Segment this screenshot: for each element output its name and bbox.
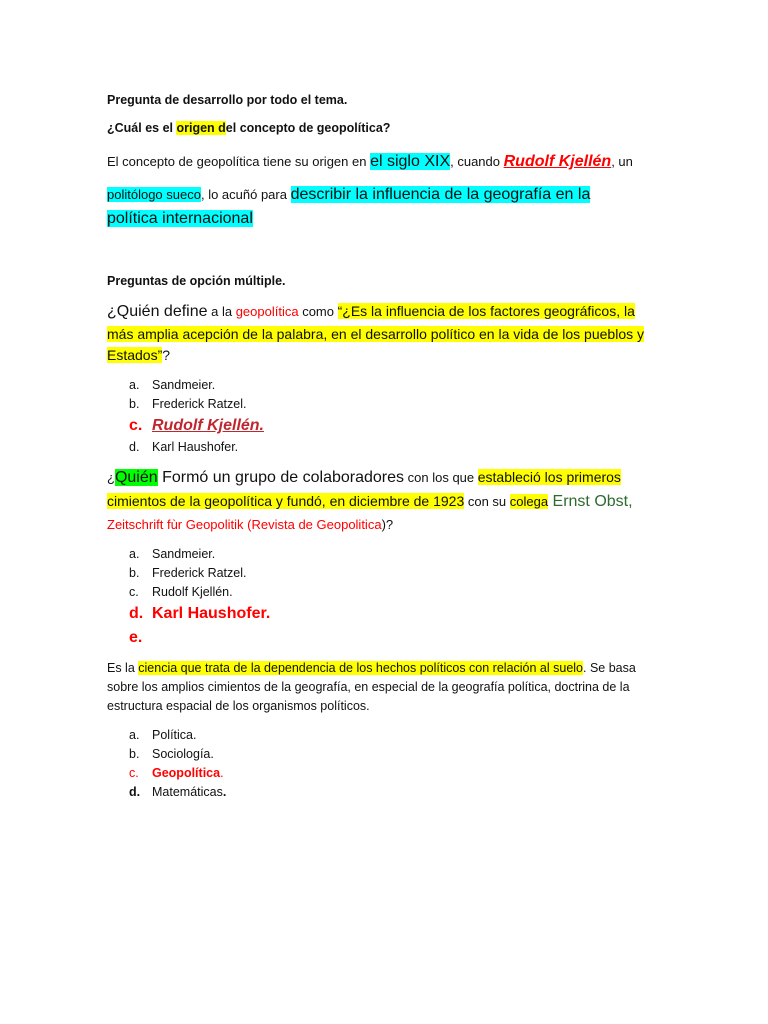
a1-politologo: politólogo sueco — [107, 187, 201, 202]
q3-zeitschrift: Zeitschrift fùr Geopolitik (Revista de Geopolitica — [107, 517, 382, 532]
section-title-multiple-choice: Preguntas de opción múltiple. — [107, 274, 286, 288]
option-marker: d. — [129, 785, 141, 799]
a1-siglo: el siglo XIX — [370, 153, 451, 170]
option-text: . — [220, 766, 224, 780]
q2-option-c-correct — [107, 414, 264, 438]
answer-1-line-1 — [107, 153, 633, 171]
answer-1-line-2 — [107, 186, 590, 204]
q2-option-b — [107, 395, 264, 414]
option-text: Frederick Ratzel. — [152, 397, 247, 411]
a1-describir: describir la influencia de la geografía en la — [290, 186, 591, 203]
q2-geopolitica: geopolítica — [235, 304, 299, 319]
a1-text: El concepto de geopolítica tiene su origen en — [107, 154, 371, 169]
option-marker: c. — [129, 417, 143, 434]
q3-colega: colega — [509, 494, 549, 509]
option-text: Sociología. — [152, 747, 214, 761]
option-text: Karl Haushofer. — [152, 440, 239, 454]
option-marker: c. — [129, 585, 139, 599]
a1-name: Rudolf Kjellén — [503, 153, 612, 170]
q3-quien: Quién — [114, 469, 158, 486]
q3-text: Formó un grupo de colaboradores — [157, 469, 405, 486]
q3-ernst-obst: Ernst Obst, — [548, 493, 633, 510]
a1-text: , lo acuñó para — [200, 187, 291, 202]
q2-highlight: Estados” — [107, 347, 163, 363]
question-2-line-2 — [107, 326, 644, 342]
q4-text: Es la — [107, 661, 139, 675]
question-2-line-3 — [107, 347, 170, 363]
q4-options — [107, 726, 226, 802]
q3-options — [107, 545, 270, 650]
option-marker: b. — [129, 397, 140, 411]
q4-text: . Se basa sobre los amplios cimientos de la geografía, en especial de la geografía política, doctrina de la estructura espacial de los organismos políticos. — [107, 661, 636, 713]
option-text: Frederick Ratzel. — [152, 566, 247, 580]
q3-option-e — [107, 626, 270, 650]
question-3-line-3 — [107, 517, 393, 532]
option-marker: d. — [129, 440, 140, 454]
a1-politica-internacional: política internacional — [107, 210, 253, 227]
option-marker: b. — [129, 747, 140, 761]
a1-text: , cuando — [450, 154, 504, 169]
option-text: Sandmeier. — [152, 378, 216, 392]
q4-option-a — [107, 726, 226, 745]
question-3-line-1 — [107, 469, 621, 487]
q2-text: como — [298, 304, 338, 319]
q3-text: )? — [381, 517, 394, 532]
q4-highlight: ciencia que trata de la dependencia de los hechos políticos con relación al suelo — [138, 661, 584, 675]
q4-option-b — [107, 745, 226, 764]
q3-option-d-correct — [107, 602, 270, 626]
q4-option-c-correct — [107, 764, 226, 783]
a1-text: , un — [611, 154, 633, 169]
option-marker: d. — [129, 605, 144, 622]
q2-highlight: “¿Es la influencia de los factores geográficos, la — [337, 303, 635, 319]
q1-post: el concepto de geopolítica? — [225, 121, 391, 135]
option-text: Matemáticas — [152, 785, 223, 799]
answer-1-line-3 — [107, 210, 253, 228]
q2-text: ¿Quién define — [107, 303, 208, 320]
option-marker: a. — [129, 547, 140, 561]
q3-text: con los que — [404, 470, 478, 485]
option-text: Rudolf Kjellén. — [152, 585, 233, 599]
q2-option-a — [107, 376, 264, 395]
q1-pre: ¿Cuál es el — [107, 121, 177, 135]
option-marker: e. — [129, 629, 143, 646]
question-2-line-1 — [107, 303, 635, 321]
q2-highlight: más amplia acepción de la palabra, en el desarrollo político en la vida de los pueblos y — [107, 326, 644, 342]
q2-text: a la — [207, 304, 236, 319]
option-text: Rudolf Kjellén. — [152, 417, 264, 434]
q3-highlight: estableció los primeros — [477, 469, 621, 485]
section-title-development: Pregunta de desarrollo por todo el tema. — [107, 93, 348, 107]
option-text: Geopolítica — [152, 766, 221, 780]
q3-highlight: cimientos de la geopolítica y fundó, en diciembre de 1923 — [107, 493, 465, 509]
q3-option-b — [107, 564, 270, 583]
option-text: . — [222, 785, 227, 799]
q3-text: ¿ — [107, 470, 115, 485]
option-text: Sandmeier. — [152, 547, 216, 561]
question-1 — [107, 121, 390, 135]
option-marker: c. — [129, 766, 139, 780]
q2-text: ? — [162, 347, 171, 363]
option-text: Karl Haushofer. — [152, 605, 271, 622]
q3-option-c — [107, 583, 270, 602]
option-marker: a. — [129, 378, 140, 392]
question-4 — [107, 659, 667, 716]
q3-option-a — [107, 545, 270, 564]
q2-option-d — [107, 438, 264, 457]
option-marker: a. — [129, 728, 140, 742]
question-3-line-2 — [107, 493, 633, 511]
q3-text: con su — [464, 494, 510, 509]
q1-highlight: origen d — [176, 121, 226, 135]
option-text: Política. — [152, 728, 197, 742]
option-marker: b. — [129, 566, 140, 580]
q2-options — [107, 376, 264, 457]
q4-option-d — [107, 783, 226, 802]
